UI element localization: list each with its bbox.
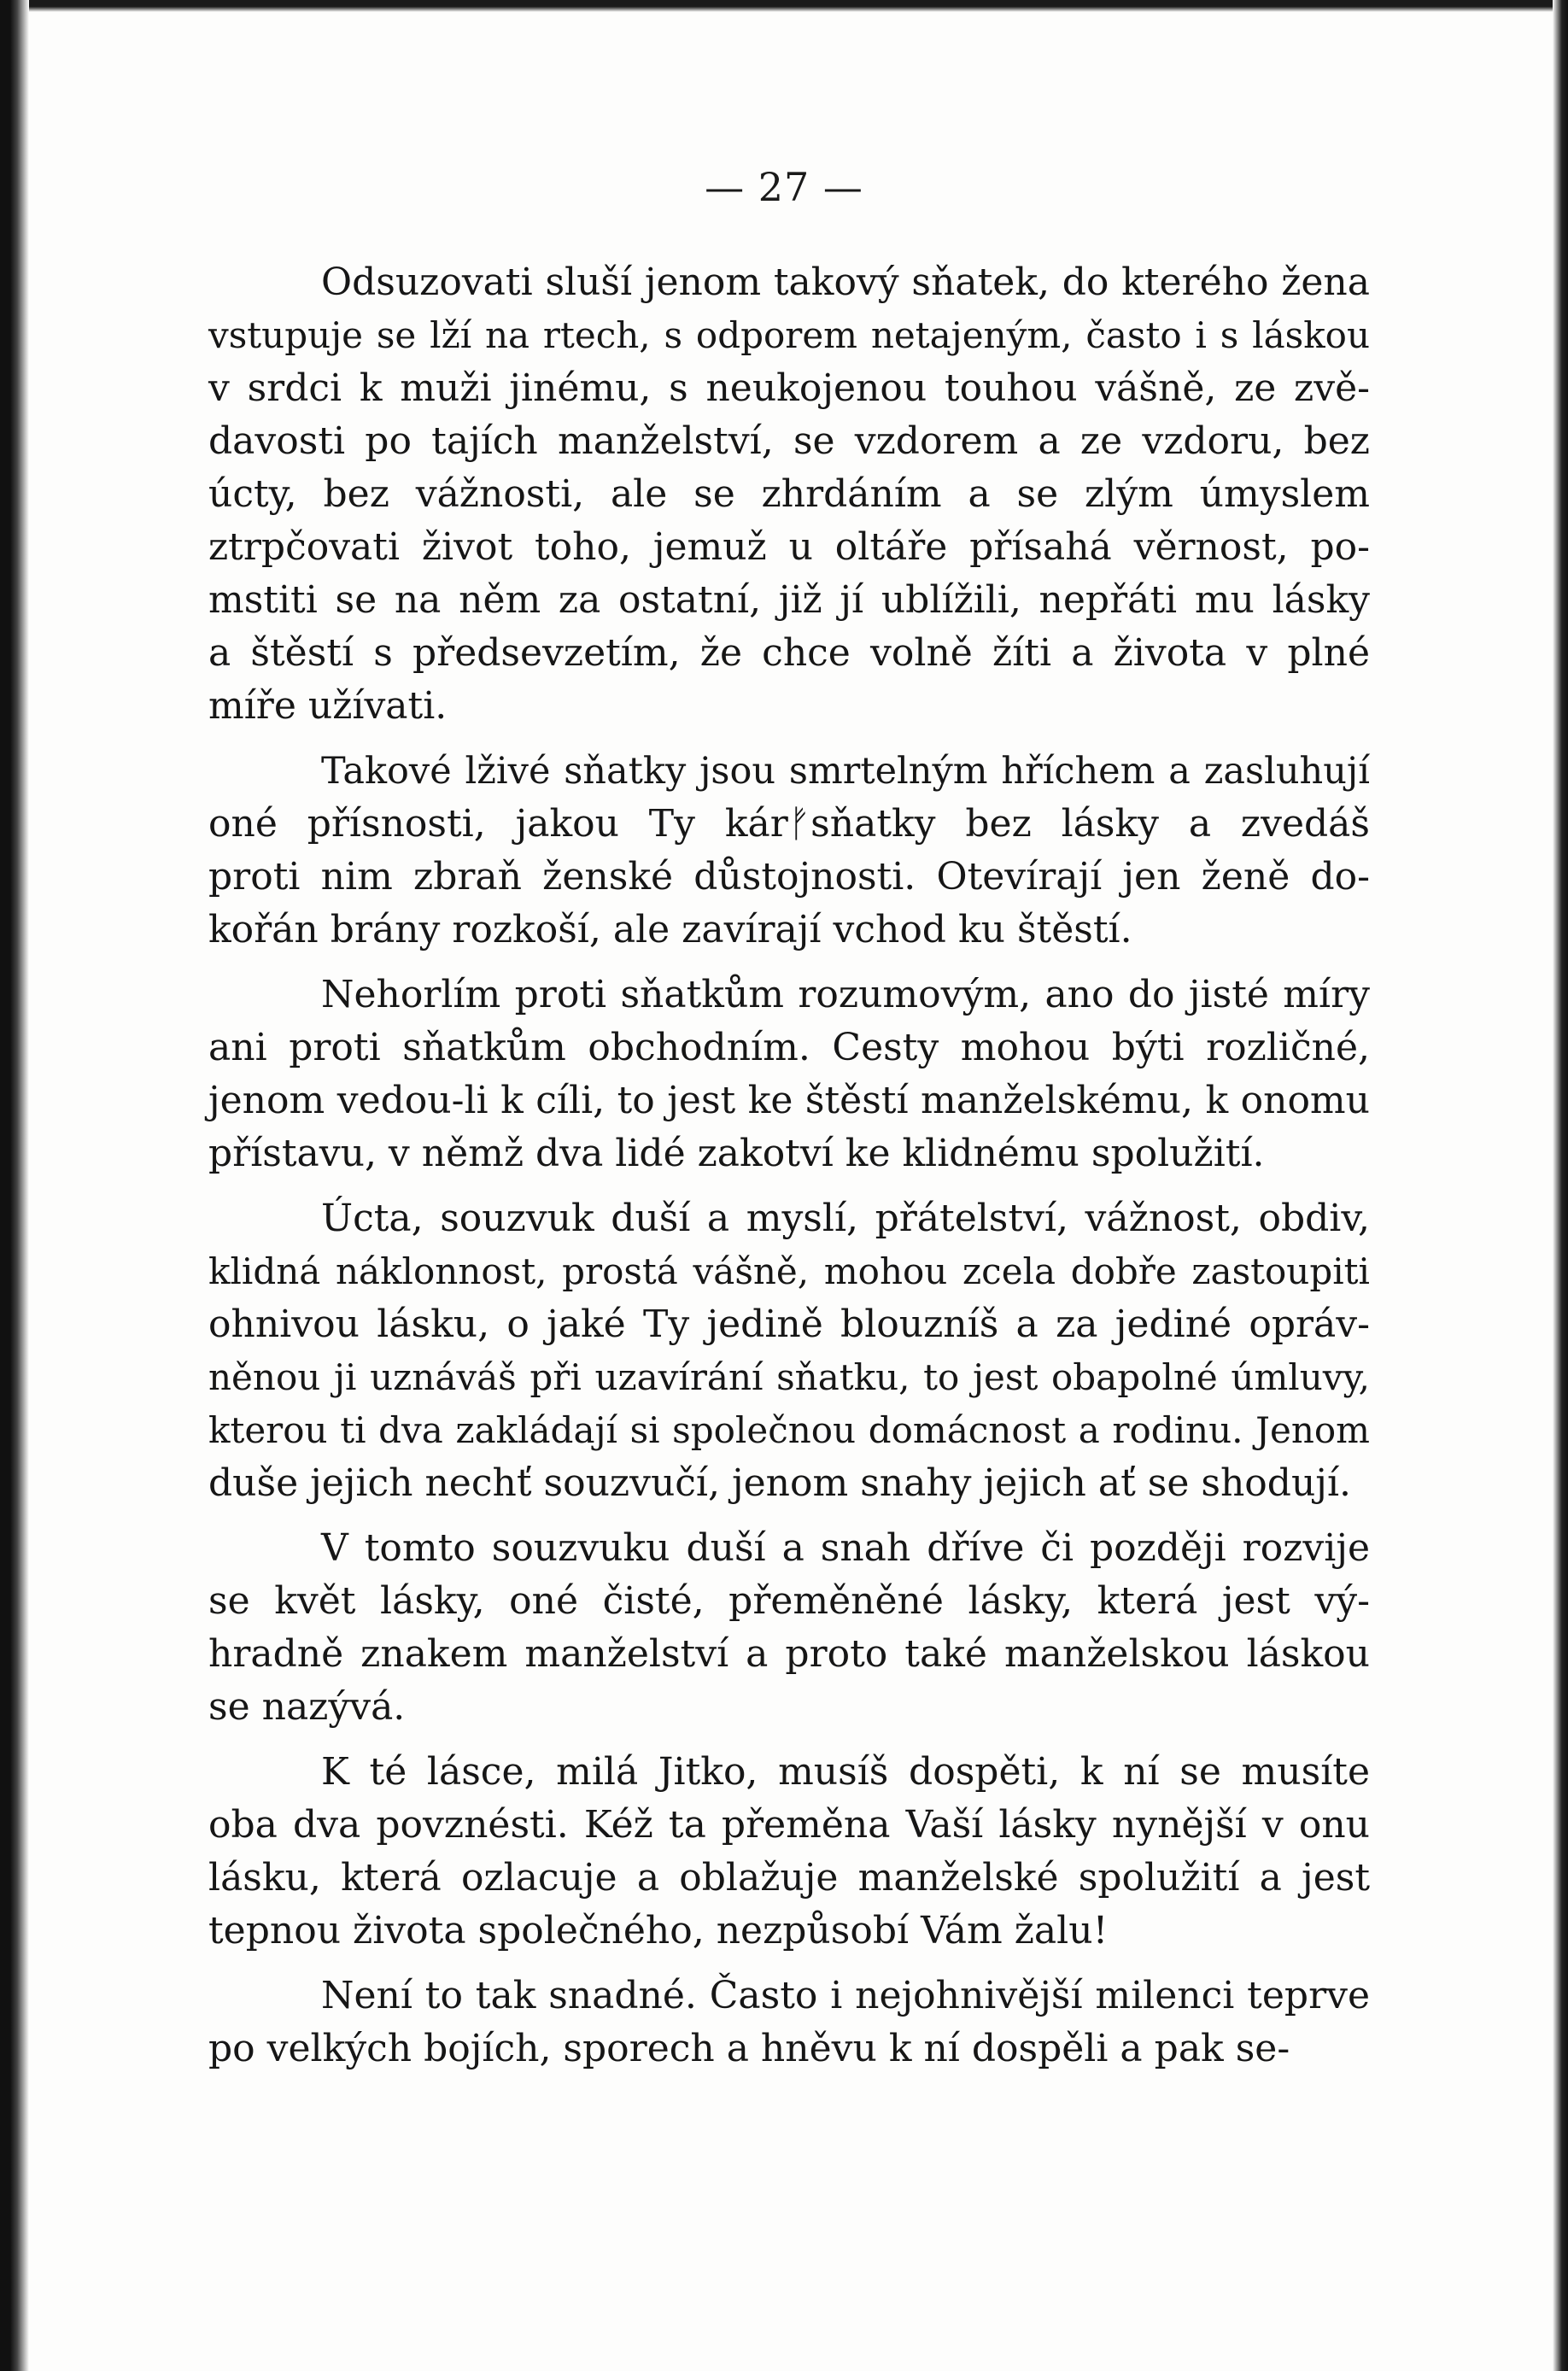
text-line: duše jejich nechť souzvučí, jenom snahy jejich ať se shodují.: [208, 1461, 1352, 1505]
paragraph: [208, 745, 1370, 957]
text-line: úcty, bez vážnosti, ale se zhrdáním a se zlým úmyslem: [208, 472, 1370, 516]
text-line: vstupuje se lží na rtech, s odporem netajeným, často i s láskou: [208, 314, 1370, 356]
text-line: ztrpčovati život toho, jemuž u oltáře přísahá věrnost, po-: [208, 525, 1370, 569]
paragraph: [208, 1522, 1370, 1734]
text-line: kořán brány rozkoší, ale zavírají vchod ku štěstí.: [208, 908, 1132, 951]
text-line: v srdci k muži jinému, s neukojenou touhou vášně, ze zvě-: [208, 366, 1370, 410]
paragraph: [208, 1192, 1370, 1510]
text-line: jenom vedou-li k cíli, to jest ke štěstí manželskému, k onomu: [208, 1079, 1370, 1122]
text-line: Není to tak snadné. Často i nejohnivější milenci teprve: [321, 1974, 1370, 2017]
text-line: Nehorlím proti sňatkům rozumovým, ano do jisté míry: [321, 973, 1370, 1016]
scan-binding-edge: [0, 0, 29, 2371]
text-line: se květ lásky, oné čisté, přeměněné lásky, která jest vý-: [208, 1579, 1370, 1623]
text-line: Odsuzovati sluší jenom takový sňatek, do kterého žena: [321, 261, 1370, 304]
scan-right-edge: [1553, 0, 1568, 2371]
text-line: míře užívati.: [208, 684, 448, 728]
text-line: lásku, která ozlacuje a oblažuje manželské spolužití a jest: [208, 1856, 1370, 1900]
text-line: Úcta, souzvuk duší a myslí, přátelství, vážnost, obdiv,: [321, 1197, 1370, 1240]
text-line: po velkých bojích, sporech a hněvu k ní dospěli a pak se-: [208, 2027, 1290, 2070]
text-line: K té lásce, milá Jitko, musíš dospěti, k ní se musíte: [321, 1750, 1370, 1794]
text-line: proti nim zbraň ženské důstojnosti. Otevírají jen ženě do-: [208, 855, 1370, 899]
page-number: — 27 —: [705, 164, 863, 210]
body-text: [208, 256, 1370, 2087]
text-line: davosti po tajích manželství, se vzdorem a ze vzdoru, bez: [208, 419, 1370, 463]
text-line: tepnou života společného, nezpůsobí Vám žalu!: [208, 1909, 1109, 1952]
text-line: něnou ji uznáváš při uzavírání sňatku, to jest obapolné úmluvy,: [208, 1356, 1370, 1398]
text-line: Takové lživé sňatky jsou smrtelným hříchem a zasluhují: [321, 750, 1370, 793]
text-line: klidná náklonnost, prostá vášně, mohou zcela dobře zastoupiti: [208, 1250, 1370, 1292]
paragraph: [208, 1970, 1370, 2075]
text-line: a štěstí s předsevzetím, že chce volně žíti a života v plné: [208, 631, 1370, 675]
text-line: oba dva povznésti. Kéž ta přeměna Vaší lásky nynější v onu: [208, 1803, 1370, 1847]
paragraph: [208, 969, 1370, 1180]
text-line: kterou ti dva zakládají si společnou domácnost a rodinu. Jenom: [208, 1409, 1370, 1451]
paragraph: [208, 1746, 1370, 1958]
text-line: V tomto souzvuku duší a snah dříve či později rozvije: [321, 1526, 1370, 1570]
paragraph: [208, 256, 1370, 733]
text-line: mstiti se na něm za ostatní, již jí ublížili, nepřáti mu lásky: [208, 578, 1370, 622]
text-line: hradně znakem manželství a proto také manželskou láskou: [208, 1632, 1370, 1676]
text-line: ani proti sňatkům obchodním. Cesty mohou býti rozličné,: [208, 1026, 1370, 1069]
text-line: oné přísnosti, jakou Ty kárᚠsňatky bez lásky a zvedáš: [208, 802, 1370, 846]
text-line: ohnivou lásku, o jaké Ty jedině blouzníš a za jediné opráv-: [208, 1303, 1370, 1346]
text-line: přístavu, v němž dva lidé zakotví ke klidnému spolužití.: [208, 1132, 1265, 1175]
scan-top-edge: [0, 0, 1568, 12]
text-line: se nazývá.: [208, 1685, 406, 1729]
